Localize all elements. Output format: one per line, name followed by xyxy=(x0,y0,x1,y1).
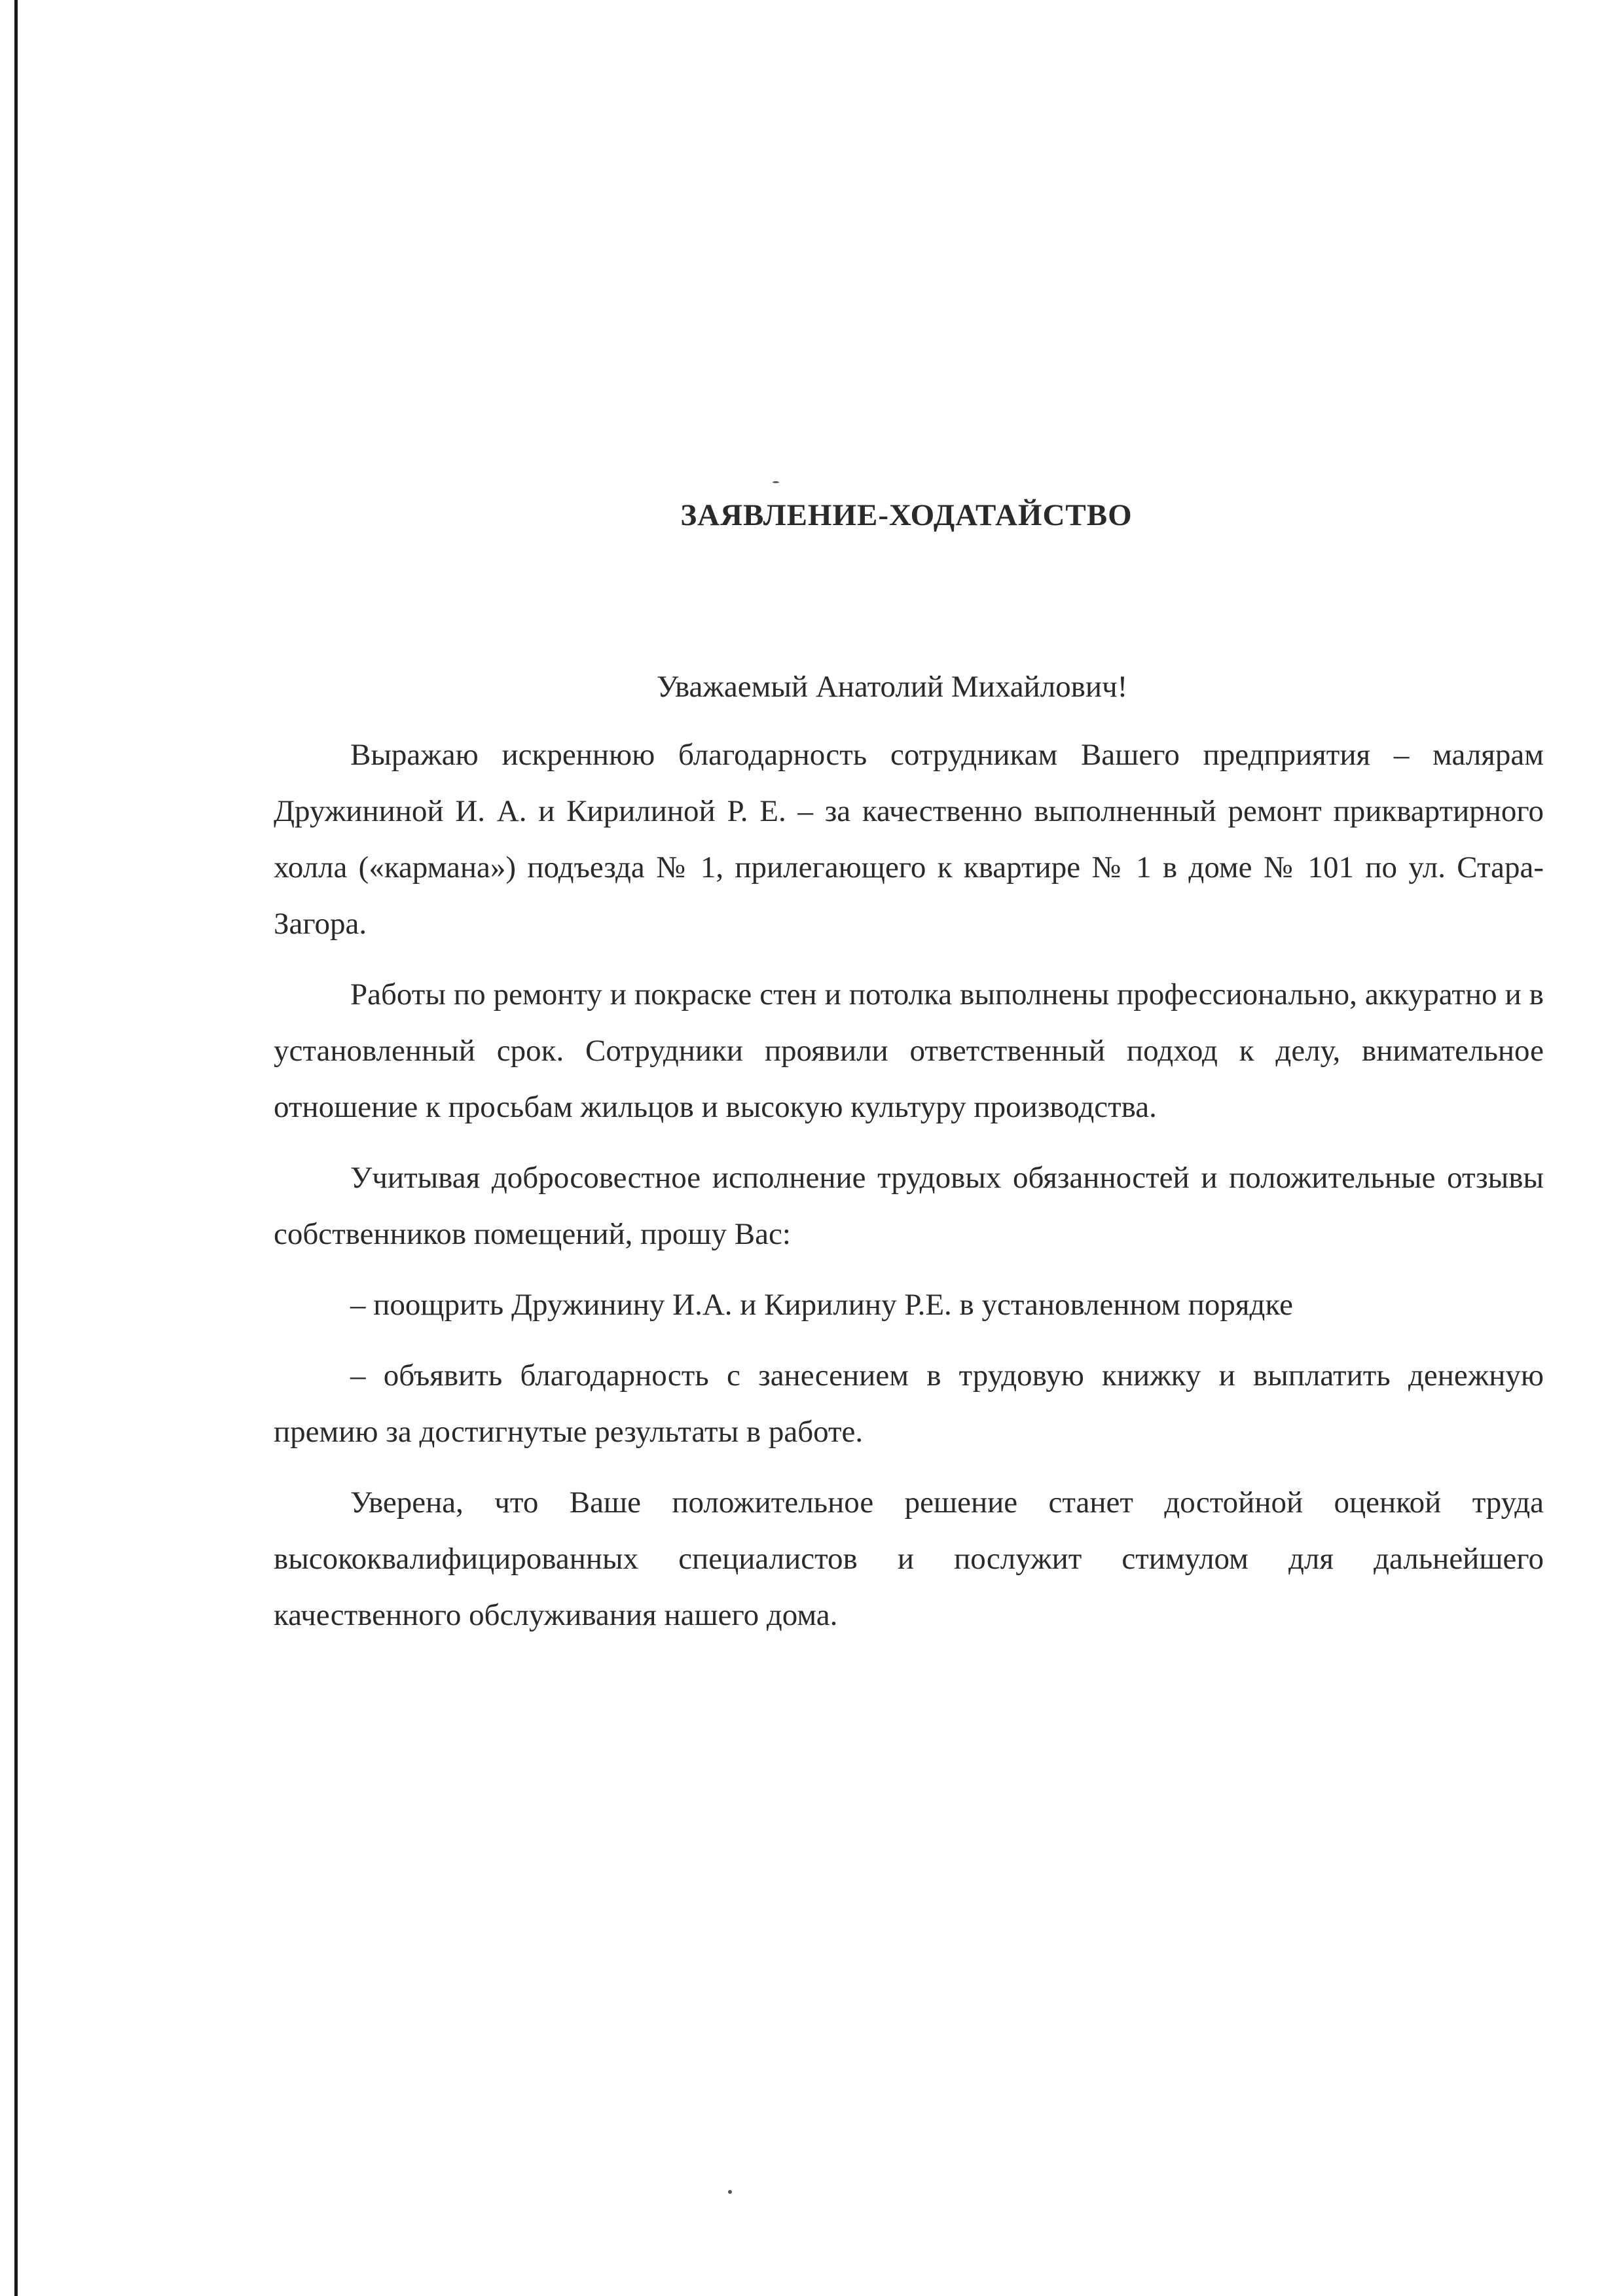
paragraph-closing: Уверена, что Ваше положительное решение станет достойной оценкой труда высококвалифицированных специалистов и послужит стимулом для дальнейшего качественного обслуживания нашего дома. xyxy=(274,1485,1544,1632)
scan-edge-line xyxy=(14,0,18,2296)
paragraph-item-bonus: – объявить благодарность с занесением в трудовую книжку и выплатить денежную премию за достигнутые результаты в работе. xyxy=(274,1358,1544,1449)
document-title: ЗАЯВЛЕНИЕ-ХОДАТАЙСТВО xyxy=(680,498,1133,532)
scan-speck xyxy=(728,2190,732,2194)
paragraph-request: Учитывая добросовестное исполнение трудовых обязанностей и положительные отзывы собственников помещений, прошу Вас: xyxy=(274,1161,1544,1251)
scan-speck xyxy=(773,481,779,483)
paragraph-work-quality: Работы по ремонту и покраске стен и потолка выполнены профессионально, аккуратно и в установленный срок. Сотрудники проявили ответственный подход к делу, внимательное отношение к просьбам жильцов и высокую культуру производства. xyxy=(274,977,1544,1124)
paragraph-gratitude: Выражаю искреннюю благодарность сотрудникам Вашего предприятия – малярам Дружининой И. А. и Кирилиной Р. Е. – за качественно выполненный ремонт приквартирного холла («кармана») подъезда № 1, прилегающего к квартире № 1 в доме № 101 по ул. Стара-Загора. xyxy=(274,738,1544,941)
paragraph-item-reward: – поощрить Дружинину И.А. и Кирилину Р.Е. в установленном порядке xyxy=(350,1288,1293,1322)
letter-body xyxy=(274,727,1544,1643)
salutation: Уважаемый Анатолий Михайлович! xyxy=(657,670,1128,704)
